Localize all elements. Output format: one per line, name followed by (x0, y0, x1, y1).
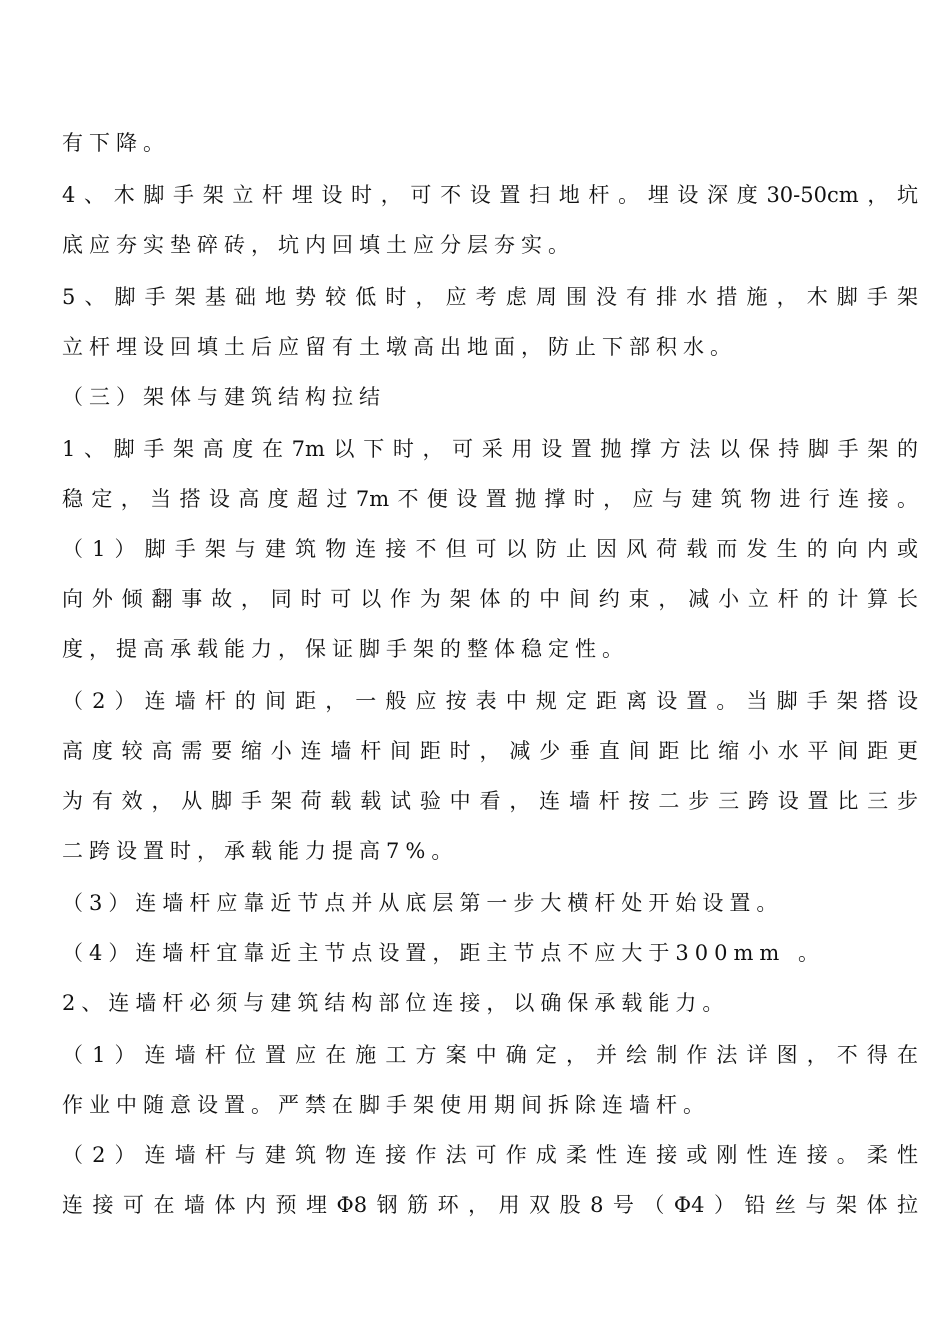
text-line: （1）连墙杆位置应在施工方案中确定，并绘制作法详图，不得在 (62, 1043, 918, 1067)
text-line: 有下降。 (62, 131, 170, 155)
text-line: （2）连墙杆的间距，一般应按表中规定距离设置。当脚手架搭设 (62, 689, 918, 713)
text-line: 连接可在墙体内预埋Φ8钢筋环，用双股8号（Φ4）铅丝与架体拉 (62, 1193, 918, 1217)
text-line: （2）连墙杆与建筑物连接作法可作成柔性连接或刚性连接。柔性 (62, 1143, 918, 1167)
text-line: 5、脚手架基础地势较低时，应考虑周围没有排水措施，木脚手架 (62, 285, 918, 309)
text-line: 高度较高需要缩小连墙杆间距时，减少垂直间距比缩小水平间距更 (62, 739, 918, 763)
text-line: 向外倾翻事故，同时可以作为架体的中间约束，减小立杆的计算长 (62, 587, 918, 611)
text-line: 1、脚手架高度在7m以下时，可采用设置抛撑方法以保持脚手架的 (62, 437, 918, 461)
section-heading: （三）架体与建筑结构拉结 (62, 385, 386, 409)
text-line: 二跨设置时，承载能力提高7%。 (62, 839, 459, 863)
text-line: 4、木脚手架立杆埋设时，可不设置扫地杆。埋设深度30-50cm，坑 (62, 183, 918, 207)
text-line: 度，提高承载能力，保证脚手架的整体稳定性。 (62, 637, 629, 661)
text-line: 底应夯实垫碎砖，坑内回填土应分层夯实。 (62, 233, 575, 257)
text-line: （1）脚手架与建筑物连接不但可以防止因风荷载而发生的向内或 (62, 537, 918, 561)
text-line: （3）连墙杆应靠近节点并从底层第一步大横杆处开始设置。 (62, 891, 784, 915)
text-line: 稳定，当搭设高度超过7m不便设置抛撑时，应与建筑物进行连接。 (62, 487, 918, 511)
text-line: 2、连墙杆必须与建筑结构部位连接，以确保承载能力。 (62, 991, 730, 1015)
text-line: 立杆埋设回填土后应留有土墩高出地面，防止下部积水。 (62, 335, 737, 359)
text-line: 作业中随意设置。严禁在脚手架使用期间拆除连墙杆。 (62, 1093, 710, 1117)
text-line: （4）连墙杆宜靠近主节点设置，距主节点不应大于300mm 。 (62, 941, 825, 965)
text-line: 为有效，从脚手架荷载载试验中看，连墙杆按二步三跨设置比三步 (62, 789, 918, 813)
